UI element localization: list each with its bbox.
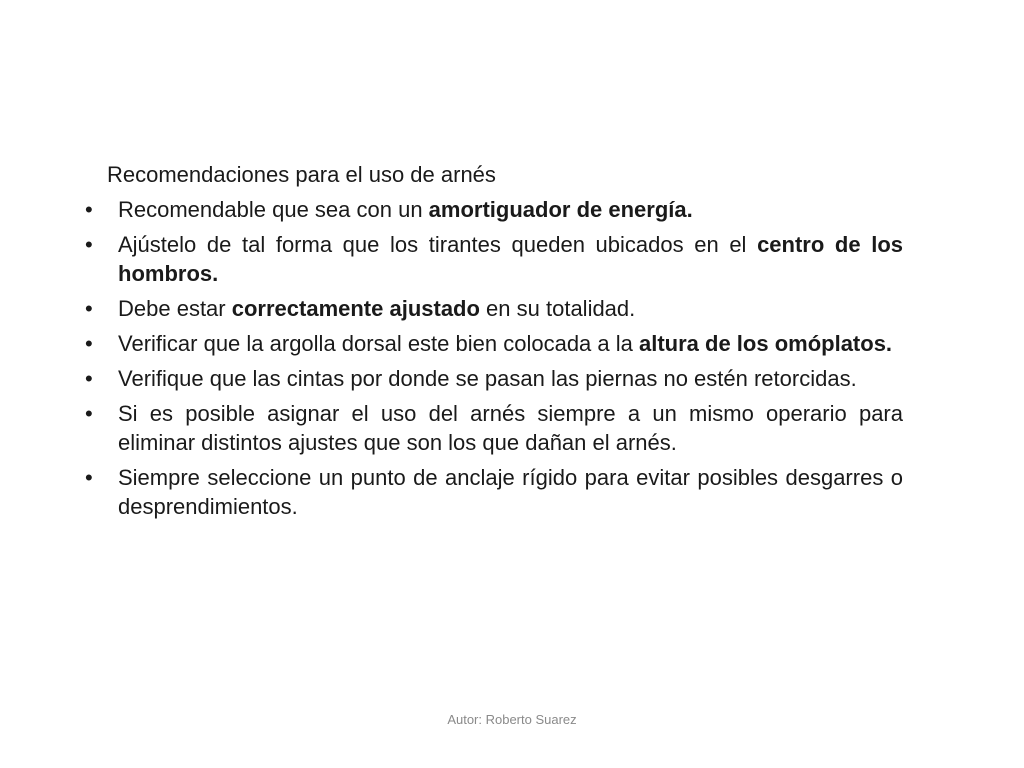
bullet-item-6 <box>85 399 903 457</box>
bullet-text-tail: en su totalidad. <box>479 296 636 321</box>
bullet-item-3 <box>85 294 903 323</box>
bullet-marker: • <box>85 296 93 321</box>
bullet-marker: • <box>85 366 93 391</box>
bullet-marker: • <box>85 331 93 356</box>
bullet-item-1 <box>85 195 903 224</box>
bullet-text: Recomendable que sea con un <box>118 197 429 222</box>
bullet-text: Verifique que las cintas por donde se pasan las piernas no estén retorcidas. <box>118 366 857 391</box>
bullet-bold-text: centro de los hombros. <box>118 232 903 286</box>
bullet-marker: • <box>85 465 93 490</box>
bullet-marker: • <box>85 197 93 222</box>
bullet-marker: • <box>85 232 93 257</box>
bullet-text: Ajústelo de tal forma que los tirantes queden ubicados en el <box>118 232 758 257</box>
bullet-marker: • <box>85 401 93 426</box>
bullet-bold-text: altura de los omóplatos. <box>639 331 893 356</box>
footer-author: Autor: Roberto Suarez <box>447 712 577 727</box>
bullet-text: Si es posible asignar el uso del arnés siempre a un mismo operario para eliminar distintos ajustes que son los que dañan el arnés. <box>118 401 903 455</box>
bullet-bold-text: correctamente ajustado <box>231 296 480 321</box>
slide-heading: Recomendaciones para el uso de arnés <box>107 162 496 187</box>
bullet-item-7 <box>85 463 903 521</box>
slide-content <box>85 160 903 527</box>
bullet-item-2 <box>85 230 903 288</box>
bullet-item-5 <box>85 364 903 393</box>
bullet-bold-text: amortiguador de energía. <box>428 197 693 222</box>
bullet-list <box>85 195 903 521</box>
bullet-text: Debe estar <box>118 296 232 321</box>
bullet-text: Verificar que la argolla dorsal este bien colocada a la <box>118 331 639 356</box>
bullet-item-4 <box>85 329 903 358</box>
bullet-text: Siempre seleccione un punto de anclaje rígido para evitar posibles desgarres o desprendimientos. <box>118 465 903 519</box>
